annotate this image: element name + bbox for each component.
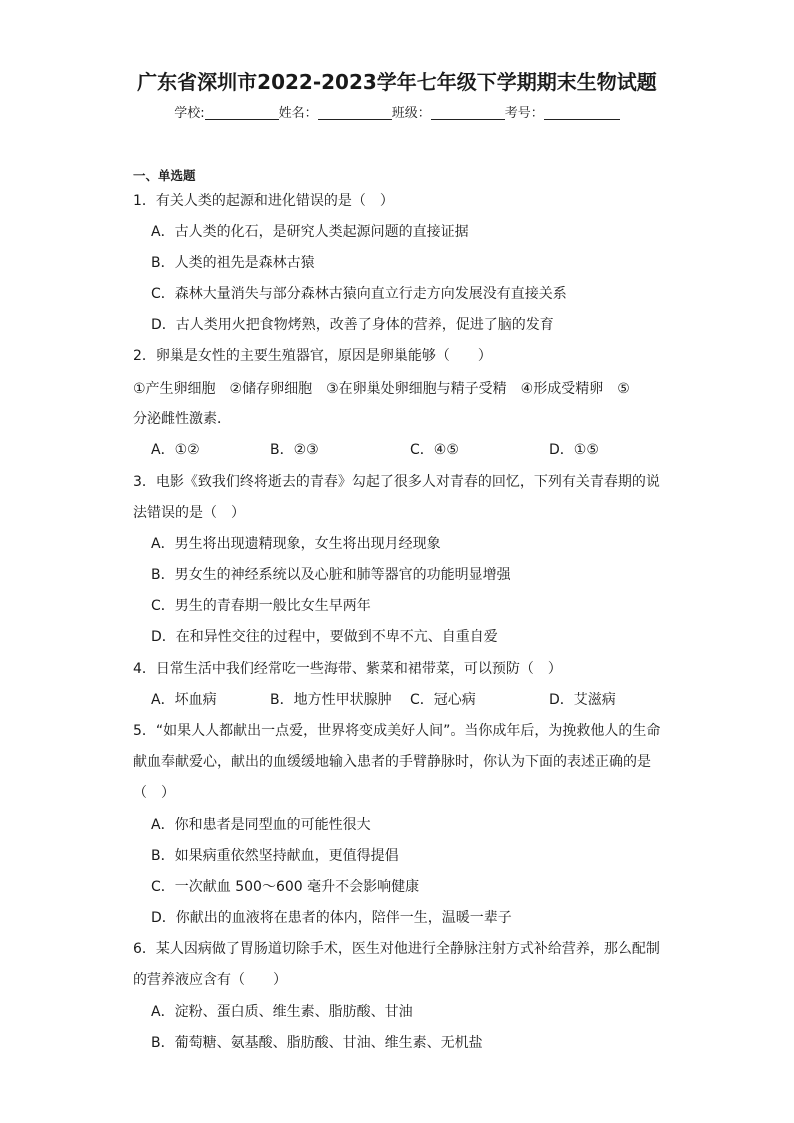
question-3-option-a: A．男生将出现遗精现象，女生将出现月经现象 (151, 536, 441, 552)
number-blank (544, 105, 620, 120)
question-2-choices-cont: 分泌雌性激素． (133, 411, 231, 427)
question-5-option-c: C．一次献血 500～600 毫升不会影响健康 (151, 879, 420, 895)
question-6-option-b: B．葡萄糖、氨基酸、脂肪酸、甘油、维生素、无机盐 (151, 1035, 483, 1051)
question-2-option-d: D．①⑤ (549, 442, 599, 458)
question-1-option-a: A．古人类的化石，是研究人类起源问题的直接证据 (151, 224, 469, 240)
number-label: 考号： (504, 106, 544, 121)
question-1-option-b: B．人类的祖先是森林古猿 (151, 255, 315, 271)
name-blank (318, 105, 392, 120)
class-blank (431, 105, 505, 120)
question-6-stem: 6．某人因病做了胃肠道切除手术，医生对他进行全静脉注射方式补给营养，那么配制 (133, 941, 660, 957)
question-3-stem-cont: 法错误的是（ ） (133, 505, 245, 521)
question-4-option-d: D．艾滋病 (549, 692, 616, 708)
question-5-option-d: D．你献出的血液将在患者的体内，陪伴一生，温暖一辈子 (151, 910, 512, 926)
student-info-line (0, 102, 794, 121)
question-2-stem: 2．卵巢是女性的主要生殖器官，原因是卵巢能够（ ） (133, 348, 492, 364)
question-5-option-b: B．如果病重依然坚持献血，更值得提倡 (151, 848, 399, 864)
question-4-stem: 4．日常生活中我们经常吃一些海带、紫菜和裙带菜，可以预防（ ） (133, 661, 562, 677)
question-1-option-c: C．森林大量消失与部分森林古猿向直立行走方向发展没有直接关系 (151, 286, 567, 302)
question-6-stem-cont: 的营养液应含有（ ） (133, 972, 287, 988)
question-4-option-a: A．坏血病 (151, 692, 217, 708)
question-3-option-d: D．在和异性交往的过程中，要做到不卑不亢、自重自爱 (151, 629, 498, 645)
school-label: 学校: (174, 106, 205, 121)
question-5-stem-bracket: （ ） (133, 785, 175, 801)
page-title: 广东省深圳市2022-2023学年七年级下学期期末生物试题 (137, 70, 657, 94)
section-title: 一、单选题 (133, 168, 196, 183)
question-3-stem: 3．电影《致我们终将逝去的青春》勾起了很多人对青春的回忆，下列有关青春期的说 (133, 474, 660, 490)
class-label: 班级： (391, 106, 431, 121)
question-2-option-b: B．②③ (270, 442, 319, 458)
question-3-option-c: C．男生的青春期一般比女生早两年 (151, 598, 371, 614)
question-1-stem: 1．有关人类的起源和进化错误的是（ ） (133, 193, 394, 209)
question-5-stem-cont: 献血奉献爱心，献出的血缓缓地输入患者的手臂静脉时，你认为下面的表述正确的是 (133, 754, 651, 770)
question-3-option-b: B．男女生的神经系统以及心脏和肺等器官的功能明显增强 (151, 567, 511, 583)
question-2-option-c: C．④⑤ (410, 442, 459, 458)
school-blank (205, 105, 279, 120)
name-label: 姓名： (278, 106, 318, 121)
question-4-option-b: B．地方性甲状腺肿 (270, 692, 392, 708)
question-6-option-a: A．淀粉、蛋白质、维生素、脂肪酸、甘油 (151, 1004, 413, 1020)
question-5-stem: 5．“如果人人都献出一点爱，世界将变成美好人间”。当你成年后，为挽救他人的生命 (133, 723, 661, 739)
question-4-option-c: C．冠心病 (410, 692, 476, 708)
question-2-option-a: A．①② (151, 442, 200, 458)
question-2-choices: ①产生卵细胞 ②储存卵细胞 ③在卵巢处卵细胞与精子受精 ④形成受精卵 ⑤ (133, 381, 630, 397)
question-1-option-d: D．古人类用火把食物烤熟，改善了身体的营养，促进了脑的发育 (151, 317, 554, 333)
question-5-option-a: A．你和患者是同型血的可能性很大 (151, 817, 371, 833)
